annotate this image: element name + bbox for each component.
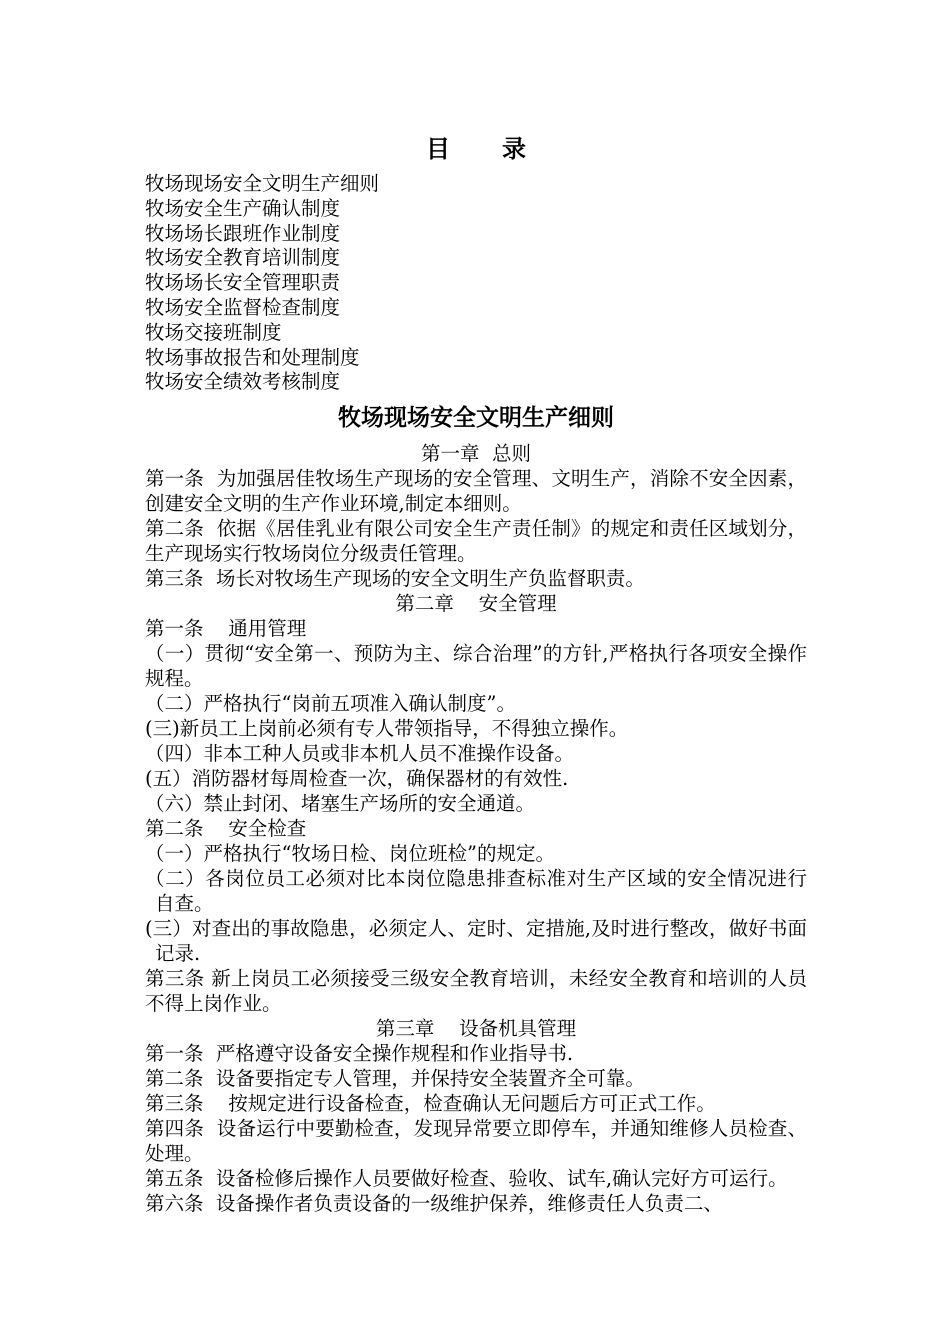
document-content: [145, 130, 807, 1216]
article-paragraph: 第四条 设备运行中要勤检查，发现异常要立即停车，并通知维修人员检查、处理。: [145, 1117, 807, 1166]
toc-title: 目录: [426, 134, 578, 163]
chapter-heading: 第一章 总则: [421, 442, 531, 466]
article-paragraph: 第三条 场长对牧场生产现场的安全文明生产负监督职责。: [145, 567, 645, 591]
article-paragraph: 第二条 依据《居佳乳业有限公司安全生产责任制》的规定和责任区域划分，生产现场实行牧场岗位分级责任管理。: [145, 517, 807, 566]
list-item: (三）对查出的事故隐患，必须定人、定时、定措施,及时进行整改，做好书面记录.: [145, 917, 807, 966]
article-paragraph: 第二条 设备要指定专人管理，并保持安全装置齐全可靠。: [145, 1067, 645, 1091]
list-item: （六）禁止封闭、堵塞生产场所的安全通道。: [145, 792, 536, 816]
chapter-heading: 第三章 设备机具管理: [375, 1017, 577, 1041]
list-item: （一）贯彻“安全第一、预防为主、综合治理”的方针,严格执行各项安全操作规程。: [145, 642, 807, 691]
toc-item: 牧场交接班制度: [145, 320, 282, 344]
list-item: （一）严格执行“牧场日检、岗位班检”的规定。: [145, 842, 555, 866]
article-paragraph: 第一条 严格遵守设备安全操作规程和作业指导书.: [145, 1042, 574, 1066]
toc-item: 牧场场长跟班作业制度: [145, 221, 341, 245]
toc-item: 牧场安全绩效考核制度: [145, 370, 341, 394]
toc-list: [145, 172, 807, 395]
toc-item: 牧场安全监督检查制度: [145, 295, 341, 319]
article-paragraph: 第三条 新上岗员工必须接受三级安全教育培训，未经安全教育和培训的人员不得上岗作业。: [145, 967, 807, 1016]
toc-item: 牧场安全教育培训制度: [145, 246, 341, 270]
list-item: （二）各岗位员工必须对比本岗位隐患排查标准对生产区域的安全情况进行自查。: [145, 867, 807, 916]
article-paragraph: 第三条 按规定进行设备检查，检查确认无问题后方可正式工作。: [145, 1092, 716, 1116]
article-heading: 第二条 安全检查: [145, 817, 307, 841]
document-title: 牧场现场安全文明生产细则: [338, 404, 614, 432]
article-paragraph: 第六条 设备操作者负责设备的一级维护保养，维修责任人负责二、: [145, 1192, 723, 1216]
list-item: （二）严格执行“岗前五项准入确认制度”。: [145, 692, 516, 716]
article-heading: 第一条 通用管理: [145, 617, 307, 641]
list-item: (五）消防器材每周检查一次，确保器材的有效性.: [145, 767, 569, 791]
article-paragraph: 第一条 为加强居佳牧场生产现场的安全管理、文明生产，消除不安全因素，创建安全文明的生产作业环境,制定本细则。: [145, 467, 807, 516]
chapter-heading: 第二章 安全管理: [395, 592, 557, 616]
list-item: （四）非本工种人员或非本机人员不准操作设备。: [145, 742, 575, 766]
toc-item: 牧场场长安全管理职责: [145, 271, 341, 295]
toc-item: 牧场事故报告和处理制度: [145, 345, 360, 369]
list-item: (三)新员工上岗前必须有专人带领指导，不得独立操作。: [145, 717, 629, 741]
toc-item: 牧场现场安全文明生产细则: [145, 172, 380, 195]
article-paragraph: 第五条 设备检修后操作人员要做好检查、验收、试车,确认完好方可运行。: [145, 1167, 788, 1191]
toc-item: 牧场安全生产确认制度: [145, 196, 341, 220]
